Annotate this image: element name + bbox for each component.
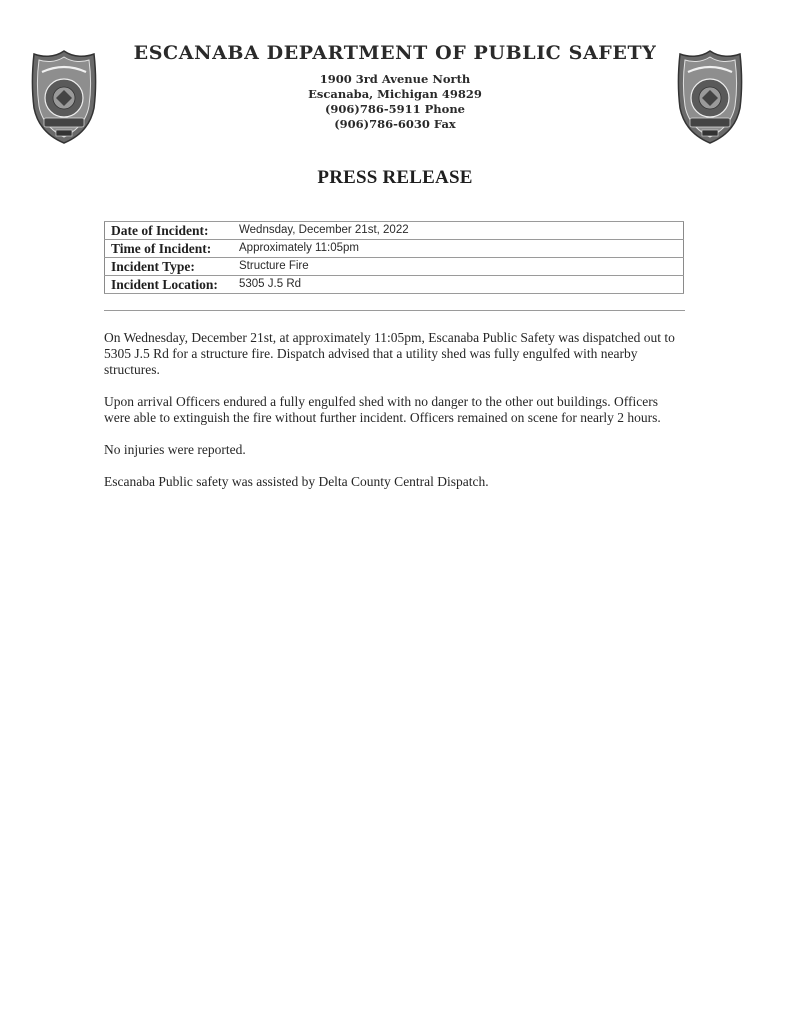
fax-number: (906)786-6030 Fax — [334, 117, 456, 131]
table-row — [105, 222, 684, 240]
body-paragraph: Upon arrival Officers endured a fully engulfed shed with no danger to the other out buildings. Officers were able to extinguish the fire without further incident. Officers remained on scene for nearly 2 hours. — [104, 394, 661, 425]
police-badge-icon — [676, 48, 744, 146]
body-paragraph: No injuries were reported. — [104, 442, 246, 457]
police-badge-icon — [30, 48, 98, 146]
incident-date-label: Date of Incident: — [105, 222, 236, 240]
department-address — [230, 72, 560, 132]
incident-details-table — [104, 221, 684, 294]
incident-location-label: Incident Location: — [105, 276, 236, 294]
incident-type-label: Incident Type: — [105, 258, 236, 276]
body-paragraph: On Wednesday, December 21st, at approximately 11:05pm, Escanaba Public Safety was dispatched out to 5305 J.5 Rd for a structure fire. Dispatch advised that a utility shed was fully engulfed with nearby structures. — [104, 330, 675, 377]
table-row — [105, 240, 684, 258]
department-name: ESCANABA DEPARTMENT OF PUBLIC SAFETY — [133, 42, 657, 64]
incident-location-value: 5305 J.5 Rd — [235, 276, 684, 294]
address-city: Escanaba, Michigan 49829 — [308, 87, 482, 101]
address-street: 1900 3rd Avenue North — [319, 72, 471, 86]
incident-type-value: Structure Fire — [235, 258, 684, 276]
press-release-body — [104, 330, 686, 506]
incident-time-value: Approximately 11:05pm — [235, 240, 684, 258]
incident-date-value: Wednsday, December 21st, 2022 — [235, 222, 684, 240]
divider — [104, 310, 685, 311]
incident-time-label: Time of Incident: — [105, 240, 236, 258]
phone-number: (906)786-5911 Phone — [324, 102, 466, 116]
body-paragraph: Escanaba Public safety was assisted by Delta County Central Dispatch. — [104, 474, 489, 489]
document-title: PRESS RELEASE — [317, 167, 473, 188]
table-row — [105, 258, 684, 276]
table-row — [105, 276, 684, 294]
